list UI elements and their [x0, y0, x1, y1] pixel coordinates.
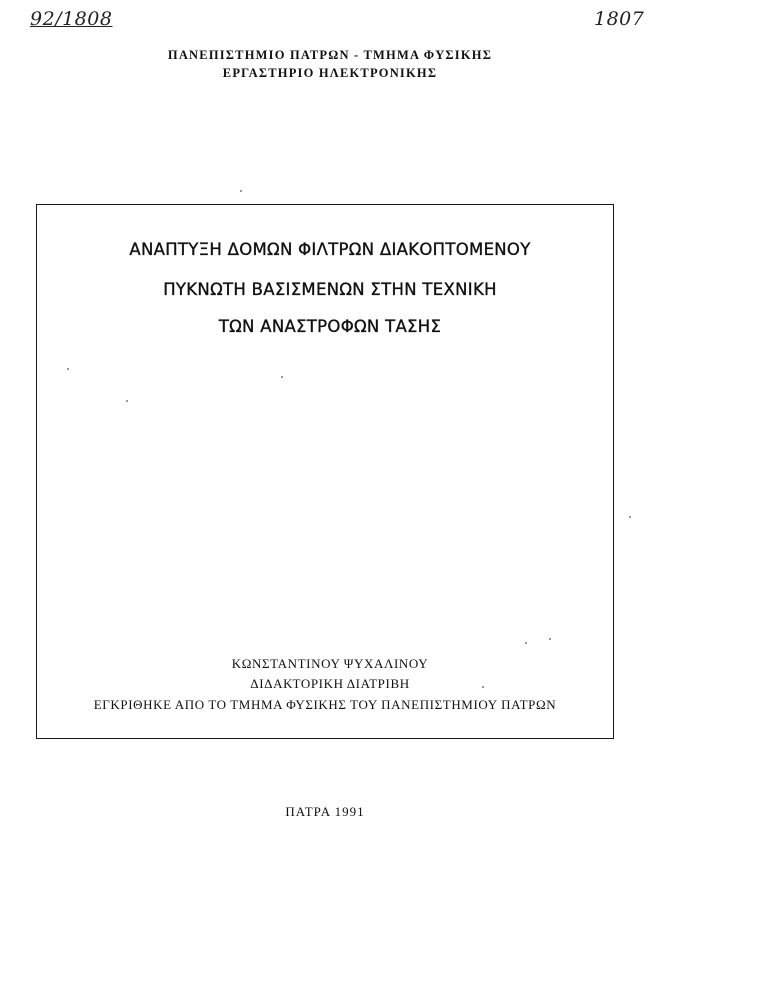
scan-speck: [67, 368, 69, 370]
thesis-title-line-2: ΠΥΚΝΩΤΗ ΒΑΣΙΣΜΕΝΩΝ ΣΤΗΝ ΤΕΧΝΙΚΗ: [163, 280, 497, 299]
scan-speck: [549, 638, 551, 640]
approval-statement: ΕΓΚΡΙΘΗΚΕ ΑΠΟ ΤΟ ΤΜΗΜΑ ΦΥΣΙΚΗΣ ΤΟΥ ΠΑΝΕΠΙΣΤΗΜΙΟΥ ΠΑΤΡΩΝ: [93, 697, 557, 712]
thesis-title-line-3: ΤΩΝ ΑΝΑΣΤΡΟΦΩΝ ΤΑΣΗΣ: [218, 317, 442, 336]
place-and-year: ΠΑΤΡΑ 1991: [285, 804, 365, 819]
scan-speck: [126, 400, 128, 402]
scan-speck: [482, 686, 484, 688]
scan-speck: [281, 376, 283, 378]
handwritten-catalog-number: 92/1808: [30, 8, 113, 30]
scan-speck: [525, 642, 527, 644]
scan-speck: [240, 190, 242, 192]
scan-speck: [629, 516, 631, 518]
degree-type: ΔΙΔΑΚΤΟΡΙΚΗ ΔΙΑΤΡΙΒΗ: [250, 676, 410, 691]
author-name: ΚΩΝΣΤΑΝΤΙΝΟΥ ΨΥΧΑΛΙΝΟΥ: [231, 656, 429, 671]
laboratory-heading: ΕΡΓΑΣΤΗΡΙΟ ΗΛΕΚΤΡΟΝΙΚΗΣ: [222, 66, 438, 80]
thesis-title-line-1: ΑΝΑΠΤΥΞΗ ΔΟΜΩΝ ΦΙΛΤΡΩΝ ΔΙΑΚΟΠΤΟΜΕΝΟΥ: [129, 240, 531, 259]
handwritten-reference-number: 1807: [594, 8, 645, 30]
university-department-heading: ΠΑΝΕΠΙΣΤΗΜΙΟ ΠΑΤΡΩΝ - ΤΜΗΜΑ ΦΥΣΙΚΗΣ: [167, 48, 493, 62]
